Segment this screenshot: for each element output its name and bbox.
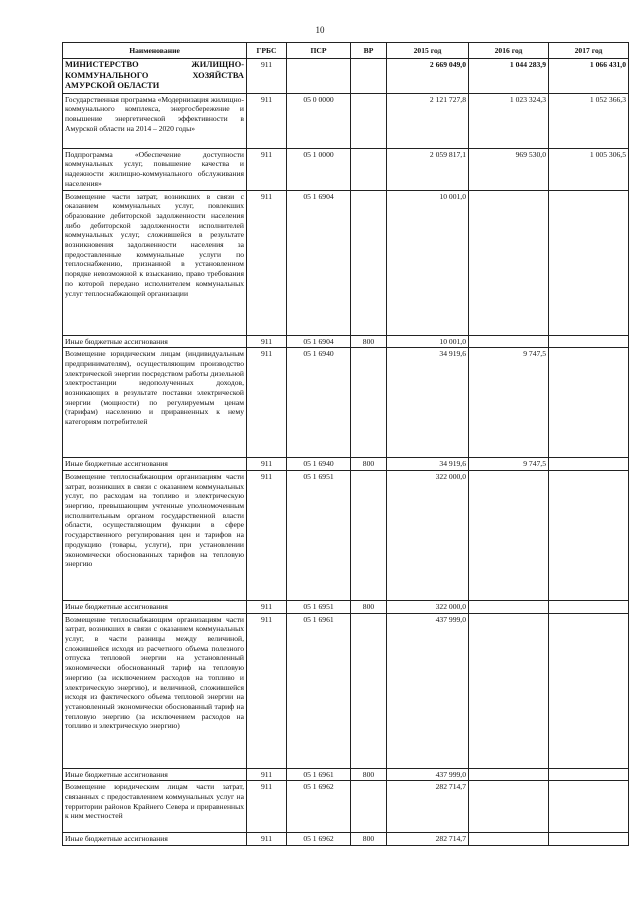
row-psr: 05 1 0000 [287,148,351,190]
row-name: Иные бюджетные ассигнования [63,335,247,348]
row-name: Возмещение теплоснабжающим организациям части затрат, возникших в связи с оказанием коммунальных услуг, в части разницы между величиной, сложившейся исходя из расчетного объема полезного отпуска тепловой энергии на установленный экономически обоснованный тариф на тепловую энергию (за исключением расходов на топливо и электрическую энергию), и величиной, сложившейся исходя из фактического объема тепловой энергии на установленный экономически обоснованный тариф на тепловую энергию (за исключением расходов на топливо и электрическую энергию) [63,613,247,768]
row-name: Иные бюджетные ассигнования [63,768,247,781]
row-2016: 9 747,5 [469,348,549,458]
row-2015: 282 714,7 [387,833,469,846]
row-2015: 10 001,0 [387,335,469,348]
row-grbs: 911 [247,335,287,348]
row-2016 [469,600,549,613]
table-row [63,335,629,348]
row-vr [351,613,387,768]
row-vr [351,190,387,335]
row-name: Возмещение юридическим лицам (индивидуальным предпринимателям), осуществляющим производство электрической энергии посредством работы дизельной электростанции недополученных доходов, возникающих в результате поставки электрической энергии (мощности) по регулируемым ценам (тарифам) населению и приравненных к нему категориям потребителей [63,348,247,458]
row-grbs: 911 [247,600,287,613]
row-2017 [549,781,629,833]
row-name: Возмещение юридическим лицам части затрат, связанных с предоставлением коммунальных услуг на территории районов Крайнего Севера и приравненных к ним местностей [63,781,247,833]
row-name: Подпрограмма «Обеспечение доступности коммунальных услуг, повышение качества и надежности жилищно-коммунального обслуживания населения» [63,148,247,190]
row-grbs: 911 [247,190,287,335]
row-2015: 10 001,0 [387,190,469,335]
row-psr: 05 1 6940 [287,348,351,458]
budget-table [62,42,629,846]
row-vr: 800 [351,768,387,781]
table-row [63,148,629,190]
row-2017 [549,768,629,781]
row-2015: 34 919,6 [387,348,469,458]
table-row [63,600,629,613]
row-name: Иные бюджетные ассигнования [63,833,247,846]
row-psr: 05 1 6962 [287,833,351,846]
table-header-row [63,43,629,59]
row-psr: 05 1 6951 [287,600,351,613]
row-2016 [469,833,549,846]
row-vr [351,348,387,458]
row-2016 [469,190,549,335]
row-2016 [469,781,549,833]
row-2016 [469,335,549,348]
row-vr [351,148,387,190]
table-row [63,613,629,768]
row-2015: 437 999,0 [387,613,469,768]
table-row [63,781,629,833]
row-grbs: 911 [247,458,287,471]
row-psr: 05 1 6961 [287,768,351,781]
row-2016 [469,613,549,768]
table-row [63,470,629,600]
table-row [63,768,629,781]
row-psr: 05 1 6940 [287,458,351,471]
row-psr: 05 1 6904 [287,335,351,348]
row-psr: 05 1 6951 [287,470,351,600]
header-grbs: ГРБС [247,43,287,59]
row-grbs: 911 [247,781,287,833]
row-psr: 05 1 6962 [287,781,351,833]
row-grbs: 911 [247,93,287,148]
row-name: Государственная программа «Модернизация жилищно-коммунального комплекса, энергосбережение и повышение энергетической эффективности в Амурской области на 2014 – 2020 годы» [63,93,247,148]
row-name: Возмещение теплоснабжающим организациям части затрат, возникших в связи с оказанием коммунальных услуг, по расходам на топливо и электрическую энергию, превышающим учтенные уполномоченным исполнительным органом государственной власти области, осуществляющим функции в сфере государственного регулирования цен и тарифов на продукцию (товары, услуги), при установлении экономически обоснованных тарифов на тепловую энергию [63,470,247,600]
row-psr: 05 1 6961 [287,613,351,768]
row-2017: 1 066 431,0 [549,59,629,94]
header-2016: 2016 год [469,43,549,59]
row-2015: 2 121 727,8 [387,93,469,148]
header-vr: ВР [351,43,387,59]
row-vr [351,470,387,600]
row-2017 [549,470,629,600]
row-2016 [469,470,549,600]
row-2017: 1 005 306,5 [549,148,629,190]
row-2017 [549,613,629,768]
header-2017: 2017 год [549,43,629,59]
table-row [63,93,629,148]
row-grbs: 911 [247,613,287,768]
row-grbs: 911 [247,348,287,458]
row-2016: 969 530,0 [469,148,549,190]
row-2017 [549,348,629,458]
row-2016: 1 044 283,9 [469,59,549,94]
row-2017 [549,335,629,348]
row-2015: 282 714,7 [387,781,469,833]
row-grbs: 911 [247,148,287,190]
table-row [63,190,629,335]
page-number: 10 [315,25,325,35]
row-name: Возмещение части затрат, возникших в связи с оказанием коммунальных услуг, повлекших образование дебиторской задолженности населения либо дебиторской задолженности исполнителей коммунальных услуг, сложившейся в результате возникновения задолженности населения за предоставленные коммунальные услуги по теплоснабжению, признанной в установленном порядке невозможной к взысканию, право требования по которой передано исполнителем коммунальных услуг теплоснабжающей организации [63,190,247,335]
row-name: Иные бюджетные ассигнования [63,600,247,613]
row-vr: 800 [351,833,387,846]
header-psr: ПСР [287,43,351,59]
row-2016: 1 023 324,3 [469,93,549,148]
table-row [63,458,629,471]
row-2017 [549,458,629,471]
table-row [63,59,629,94]
row-vr: 800 [351,458,387,471]
header-2015: 2015 год [387,43,469,59]
row-2015: 2 669 049,0 [387,59,469,94]
row-name: Иные бюджетные ассигнования [63,458,247,471]
row-grbs: 911 [247,768,287,781]
row-grbs: 911 [247,470,287,600]
row-vr [351,781,387,833]
row-2016: 9 747,5 [469,458,549,471]
row-2015: 322 000,0 [387,600,469,613]
row-psr: 05 1 6904 [287,190,351,335]
row-2017: 1 052 366,3 [549,93,629,148]
row-psr [287,59,351,94]
row-2015: 2 059 817,1 [387,148,469,190]
row-2015: 437 999,0 [387,768,469,781]
row-2017 [549,833,629,846]
row-grbs: 911 [247,833,287,846]
table-row [63,348,629,458]
row-name: МИНИСТЕРСТВО ЖИЛИЩНО-КОММУНАЛЬНОГО ХОЗЯЙСТВА АМУРСКОЙ ОБЛАСТИ [63,59,247,94]
table-row [63,833,629,846]
row-grbs: 911 [247,59,287,94]
row-psr: 05 0 0000 [287,93,351,148]
row-2017 [549,600,629,613]
row-vr: 800 [351,335,387,348]
row-2015: 322 000,0 [387,470,469,600]
row-vr: 800 [351,600,387,613]
row-vr [351,93,387,148]
header-name: Наименование [63,43,247,59]
row-vr [351,59,387,94]
row-2016 [469,768,549,781]
row-2017 [549,190,629,335]
row-2015: 34 919,6 [387,458,469,471]
